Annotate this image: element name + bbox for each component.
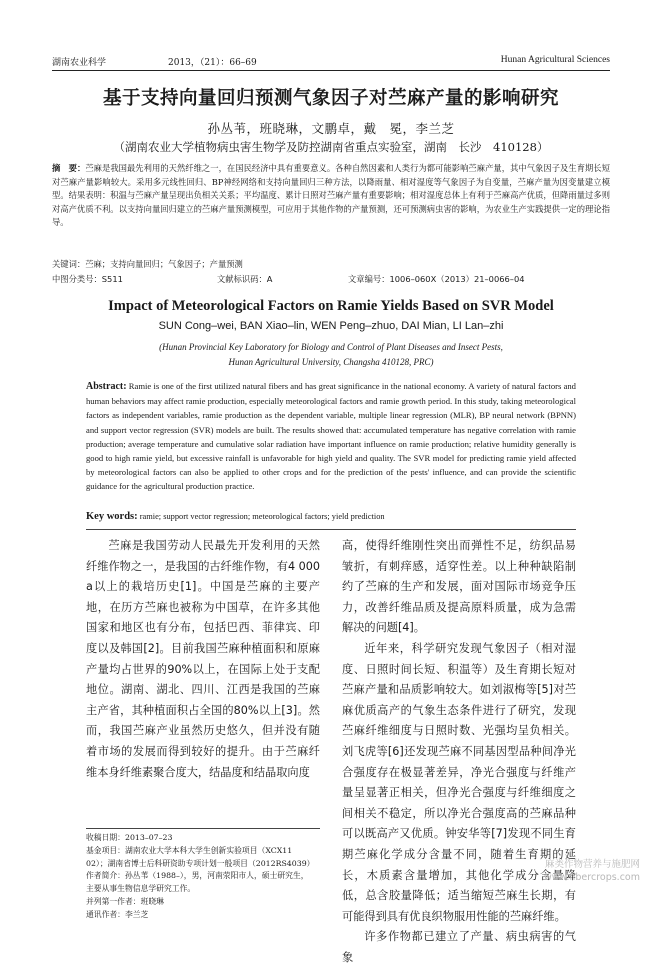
keywords-cn-text: 苎麻；支持向量回归；气象因子；产量预测: [85, 259, 243, 269]
article-number: 文章编号：1006–060X（2013）21–0066–04: [348, 274, 525, 284]
keywords-en-text: ramie; support vector regression; meteorological factors; yield prediction: [139, 512, 385, 521]
issue-citation: 2013，（21）：66–69: [168, 58, 257, 68]
abstract-cn-label: 摘 要：: [52, 163, 86, 173]
keywords-en: [86, 511, 576, 522]
abstract-cn-text: 苎麻是我国最先利用的天然纤维之一，在国民经济中具有重要意义。各种自然因素和人类行为都可能影响苎麻产量，其中气象因子及生育期长短对苎麻产量影响较大。采用多元线性回归、BP神经网络和支持向量回归三种方法，以降雨量、相对湿度等气象因子为自变量，苎麻产量为因变量建立模型。结果表明：积温与苎麻产量呈现出负相关关系；平均温度、累计日照对苎麻产量有重要影响；相对湿度总体上有利于苎麻高产优质，但降雨量过多则对高产优质不利。以支持向量回归建立的苎麻产量预测模型，可应用于其他作物的产量预测，还可预测病虫害的影响，为农业生产实践提供一定的理论指导。: [52, 163, 610, 228]
paper-title-en: Impact of Meteorological Factors on Ramie Yields Based on SVR Model: [108, 298, 554, 314]
paper-title-cn: 基于支持向量回归预测气象因子对苎麻产量的影响研究: [102, 88, 559, 109]
keywords-en-label: Key words:: [86, 511, 138, 522]
keywords-cn-label: 关键词：: [52, 259, 86, 269]
footnote-author-bio-cont: 主要从事生物信息学研究工作。: [86, 884, 196, 894]
journal-name-en: Hunan Agricultural Sciences: [500, 55, 610, 65]
body-paragraph: 高，使得纤维刚性突出而弹性不足，纺织品易皱折，有刺痒感，适穿性差。以上种种缺陷制约了苎麻的生产和发展，面对国际市场竞争压力，改善纤维品质及提高原料质量，成为急需解决的问题[4]。: [342, 539, 576, 635]
watermark-line: www.fibercrops.com: [543, 872, 640, 883]
abstract-en: [86, 379, 576, 494]
abstract-cn: [52, 162, 610, 230]
body-paragraph: 近年来，科学研究发现气象因子（相对湿度、日照时间长短、积温等）及生育期长短对苎麻产量和品质影响较大。如刘淑梅等[5]对苎麻优质高产的气象生态条件进行了研究，发现苎麻纤维细度与日照时数、光强均呈负相关。刘飞虎等[6]还发现苎麻不同基因型品种间净光合强度存在极显著差异，净光合强度与纤维产量呈显著正相关，但净光合强度与纤维细度之间相关不稳定，所以净光合强度高的苎麻品种可以既高产又优质。钟安华等[7]发现不同生育期苎麻化学成分含量不同，随着生育期的延长，木质素含量增加，其他化学成分含量降低，总含胶量降低；适当缩短苎麻生长期，有可能得到具有优良织物服用性能的苎麻纤维。: [342, 641, 576, 923]
site-watermark: [544, 858, 640, 884]
affiliation-cn: （湖南农业大学植物病虫害生物学及防控湖南省重点实验室，湖南 长沙 410128）: [113, 140, 549, 154]
footnote-author-bio: 作者简介：孙丛苇（1988–），男，河南荥阳市人，硕士研究生，: [86, 871, 309, 881]
abstract-en-label: Abstract:: [86, 381, 127, 392]
document-code: 文献标识码：A: [217, 274, 273, 284]
body-column-left: [86, 536, 320, 824]
affiliation-en-line: Hunan Agricultural University, Changsha 410128, PRC): [228, 357, 434, 367]
journal-name-cn: 湖南农业科学: [52, 58, 107, 68]
footnote-received: 收稿日期：2013–07–23: [86, 833, 173, 842]
clc-number: 中图分类号：S511: [52, 274, 123, 284]
authors-en: SUN Cong–wei, BAN Xiao–lin, WEN Peng–zhuo, DAI Mian, LI Lan–zhi: [158, 320, 504, 332]
watermark-line: 麻类作物营养与施肥网: [544, 859, 640, 870]
authors-cn: 孙丛苇，班晓琳，文鹏卓，戴 冕，李兰芝: [207, 121, 455, 136]
body-paragraph: 苎麻是我国劳动人民最先开发利用的天然纤维作物之一，是我国的古纤维作物，有4 000 a以上的栽培历史[1]。中国是苎麻的主要产地，在历方苎麻也被称为中国草，在许多其他国家和地区也有分布，包括巴西、菲律宾、印度以及韩国[2]。目前我国苎麻种植面积和原麻产量均占世界的90%以上，在国际上处于支配地位。湖南、湖北、四川、江西是我国的苎麻主产省，其种植面积占全国的80%以上[3]。然而，我国苎麻产业虽然历史悠久，但并没有随着市场的发展而得到较好的提升。由于苎麻纤维本身纤维素聚合度大，结晶度和结晶取向度: [86, 539, 320, 779]
body-column-right: [342, 536, 576, 964]
abstract-en-text: Ramie is one of the first utilized natural fibers and has great significance in the national economy. A variety of natural factors and human behaviors may affect ramie production, especially meteorological factors and ramie growth period. In this study, taking meteorological factors as independent variables, ramie production as the dependent variable, multiple linear regression (MLR), BP neural network (BPNN) and support vector regression (SVR) models are built. The results showed that: accumulated temperature has negative correlation with ramie production; average temperature and cumulative solar radiation have important influence on ramie production; relative humidity generally is good to high ramie yield, but excessive rainfall is unfavorable for high yield and quality. The SVR model for predicting ramie yield affected by meteorological factors can also be applied to other crops and for the prediction of the pests' influence, and can provide the scientific guidance for the agricultural production practice.: [86, 381, 576, 492]
classification-row: [52, 273, 610, 285]
footnote-corresponding-author: 通讯作者：李兰芝: [86, 909, 149, 919]
affiliation-en: [0, 340, 662, 370]
footnote-rule: [86, 828, 320, 829]
header-rule: [52, 70, 610, 71]
running-header: [52, 55, 610, 69]
footnote-funding-cont: 02）；湖南省博士后科研资助专项计划一般项目（2012RS4039）: [86, 858, 315, 868]
footnotes: [86, 832, 320, 922]
footnote-funding: 基金项目：湖南农业大学本科大学生创新实验项目（XCX11: [86, 845, 293, 855]
footnote-co-first-author: 并列第一作者：班晓琳: [86, 896, 164, 906]
keywords-cn: [52, 258, 610, 270]
keywords-rule: [86, 529, 576, 530]
affiliation-en-line: (Hunan Provincial Key Laboratory for Biology and Control of Plant Diseases and Insect Pests,: [159, 342, 503, 352]
body-paragraph: 许多作物都已建立了产量、病虫病害的气象: [342, 930, 576, 964]
